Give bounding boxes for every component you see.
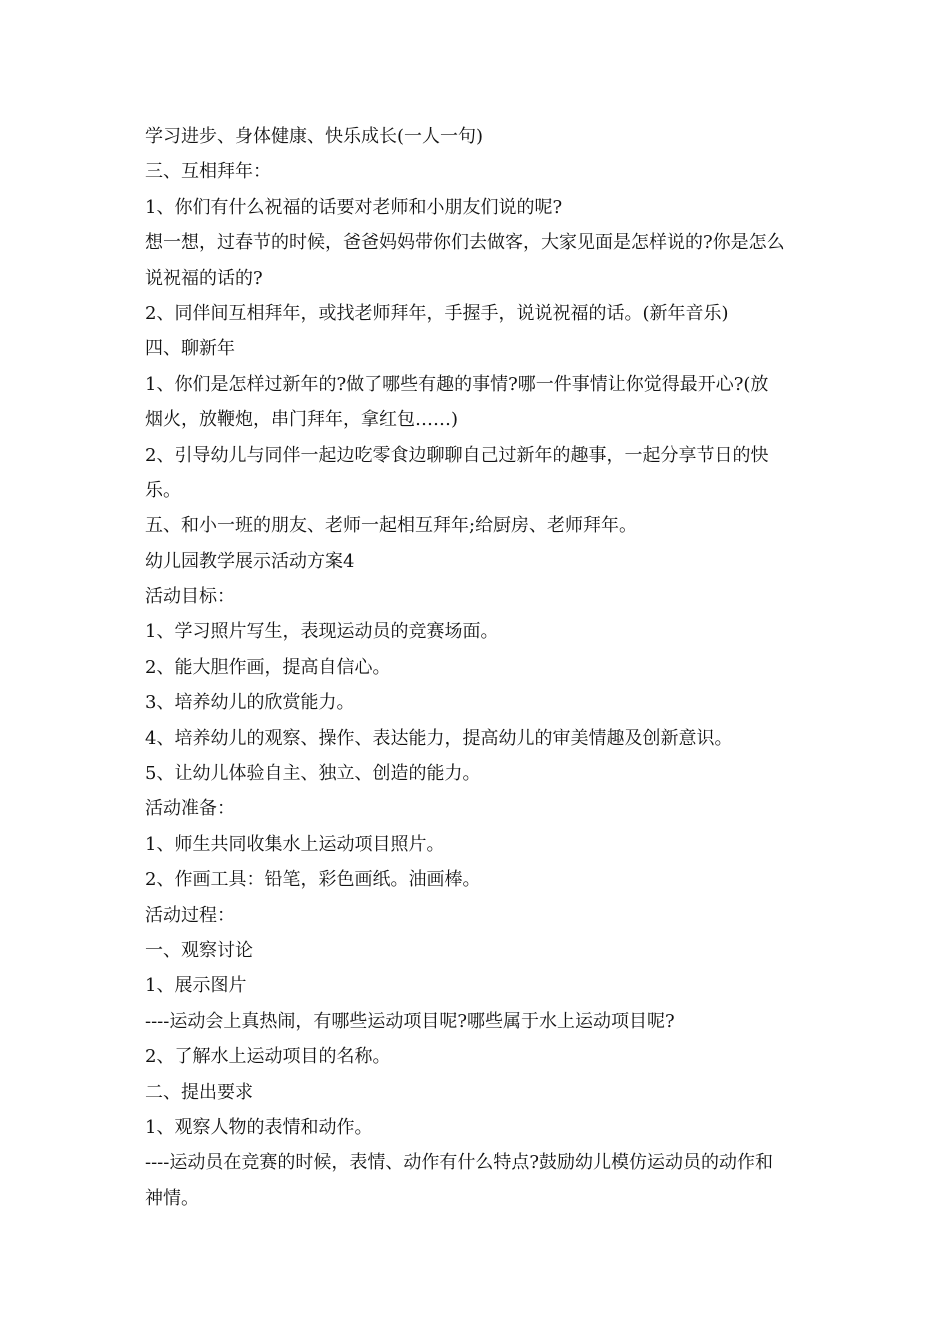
section-heading: 活动过程： — [145, 904, 235, 926]
text-line: 4、培养幼儿的观察、操作、表达能力，提高幼儿的审美情趣及创新意识。 — [145, 727, 733, 749]
text-line: 2、引导幼儿与同伴一起边吃零食边聊聊自己过新年的趣事，一起分享节日的快 — [145, 444, 769, 466]
section-heading: 二、提出要求 — [145, 1081, 253, 1103]
text-line: 2、能大胆作画，提高自信心。 — [145, 656, 391, 678]
text-line: 1、学习照片写生，表现运动员的竞赛场面。 — [145, 621, 499, 643]
text-line: 想一想，过春节的时候，爸爸妈妈带你们去做客，大家见面是怎样说的?你是怎么 — [145, 232, 785, 254]
text-line: 2、了解水上运动项目的名称。 — [145, 1046, 391, 1068]
text-line: 乐。 — [145, 479, 181, 501]
section-heading: 五、和小一班的朋友、老师一起相互拜年;给厨房、老师拜年。 — [145, 515, 638, 537]
text-line: ----运动员在竞赛的时候，表情、动作有什么特点?鼓励幼儿模仿运动员的动作和 — [145, 1152, 773, 1174]
section-heading: 活动目标： — [145, 586, 235, 608]
section-heading: 活动准备： — [145, 798, 235, 820]
text-line: 5、让幼儿体验自主、独立、创造的能力。 — [145, 763, 481, 785]
text-line: 1、你们是怎样过新年的?做了哪些有趣的事情?哪一件事情让你觉得最开心?(放 — [145, 373, 769, 395]
text-line: 神情。 — [145, 1187, 199, 1209]
text-line: 说祝福的话的? — [145, 267, 263, 289]
text-line: 2、作画工具：铅笔，彩色画纸。油画棒。 — [145, 869, 481, 891]
text-line: 1、你们有什么祝福的话要对老师和小朋友们说的呢? — [145, 196, 563, 218]
text-line: 学习进步、身体健康、快乐成长(一人一句) — [145, 126, 484, 147]
text-line: ----运动会上真热闹，有哪些运动项目呢?哪些属于水上运动项目呢? — [145, 1010, 675, 1032]
text-line: 烟火，放鞭炮，串门拜年，拿红包……) — [145, 409, 459, 431]
document-title: 幼儿园教学展示活动方案4 — [145, 550, 355, 572]
section-heading: 三、互相拜年： — [145, 161, 271, 183]
text-line: 1、展示图片 — [145, 975, 247, 997]
text-line: 1、师生共同收集水上运动项目照片。 — [145, 833, 445, 855]
section-heading: 一、观察讨论 — [145, 939, 253, 961]
text-line: 2、同伴间互相拜年，或找老师拜年，手握手，说说祝福的话。(新年音乐) — [145, 302, 729, 324]
text-line: 3、培养幼儿的欣赏能力。 — [145, 692, 355, 714]
document-body — [145, 119, 825, 1216]
text-line: 1、观察人物的表情和动作。 — [145, 1116, 373, 1138]
section-heading: 四、聊新年 — [145, 338, 235, 360]
